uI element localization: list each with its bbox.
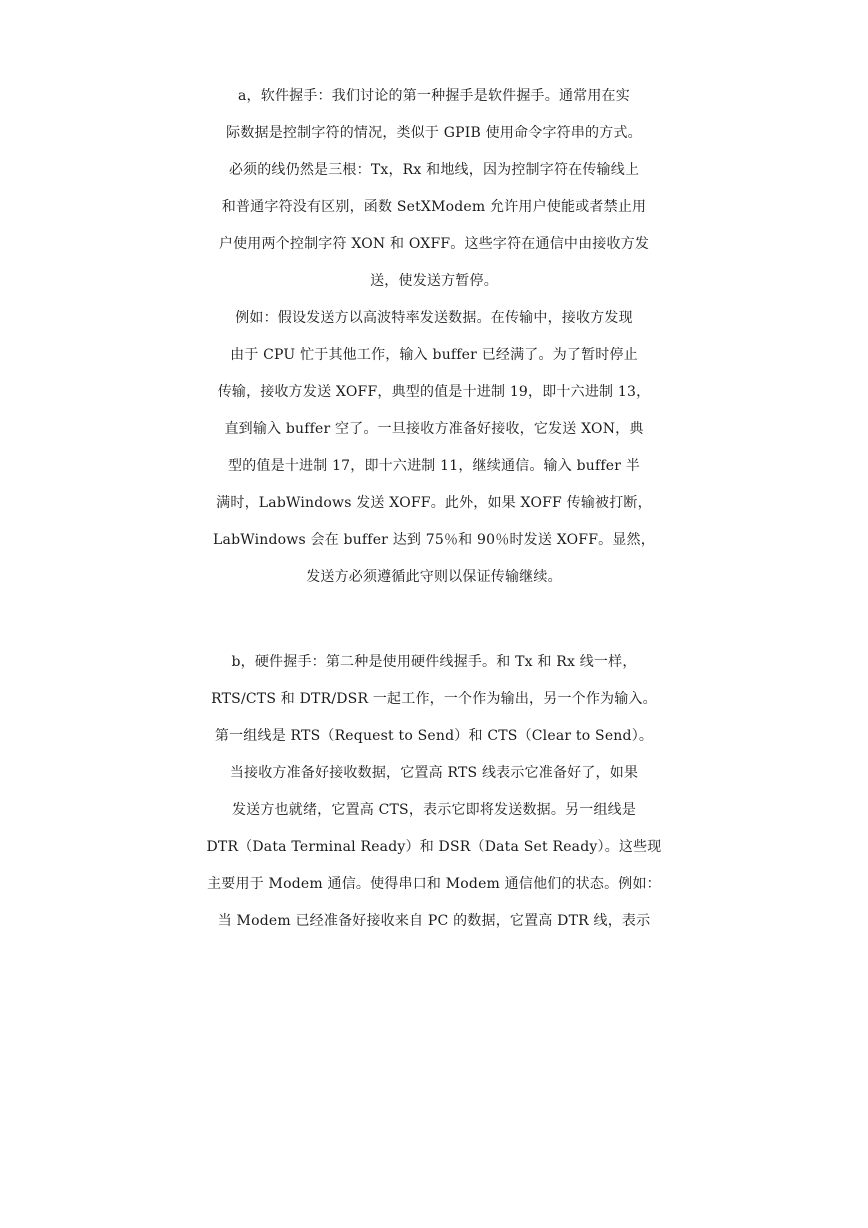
text-line: 例如：假设发送方以高波特率发送数据。在传输中，接收方发现 [235,310,633,326]
text-line: 当 Modem 已经准备好接收来自 PC 的数据，它置高 DTR 线，表示 [217,913,651,929]
text-line: b，硬件握手：第二种是使用硬件线握手。和 Tx 和 Rx 线一样， [231,654,637,670]
text-line: RTS/CTS 和 DTR/DSR 一起工作，一个作为输出，另一个作为输入。 [211,691,657,707]
text-line: 发送方也就绪，它置高 CTS，表示它即将发送数据。另一组线是 [231,802,637,818]
text-line: 第一组线是 RTS（Request to Send）和 CTS（Clear to Send）。 [214,728,654,744]
text-line: 发送方必须遵循此守则以保证传输继续。 [306,569,562,585]
text-line: 送，使发送方暂停。 [370,273,498,289]
text-line: 型的值是十进制 17，即十六进制 11，继续通信。输入 buffer 半 [228,458,640,474]
text-line: 际数据是控制字符的情况，类似于 GPIB 使用命令字符串的方式。 [226,125,642,141]
text-line: 户使用两个控制字符 XON 和 OXFF。这些字符在通信中由接收方发 [218,236,650,252]
text-line: 和普通字符没有区别，函数 SetXModem 允许用户使能或者禁止用 [221,199,647,215]
text-line: 直到输入 buffer 空了。一旦接收方准备好接收，它发送 XON，典 [224,421,644,437]
text-line: 主要用于 Modem 通信。使得串口和 Modem 通信他们的状态。例如： [207,876,661,892]
text-line: DTR（Data Terminal Ready）和 DSR（Data Set Ready）。这些现 [206,839,662,855]
text-line: a，软件握手：我们讨论的第一种握手是软件握手。通常用在实 [238,88,630,104]
text-line: 传输，接收方发送 XOFF，典型的值是十进制 19，即十六进制 13， [217,384,651,400]
text-line: LabWindows 会在 buffer 达到 75％和 90％时发送 XOFF。显然， [213,532,655,548]
text-line: 必须的线仍然是三根：Tx，Rx 和地线，因为控制字符在传输线上 [228,162,640,178]
text-line: 当接收方准备好接收数据，它置高 RTS 线表示它准备好了，如果 [229,765,639,781]
text-line: 由于 CPU 忙于其他工作，输入 buffer 已经满了。为了暂时停止 [230,347,638,363]
text-line: 满时，LabWindows 发送 XOFF。此外，如果 XOFF 传输被打断， [216,495,652,511]
